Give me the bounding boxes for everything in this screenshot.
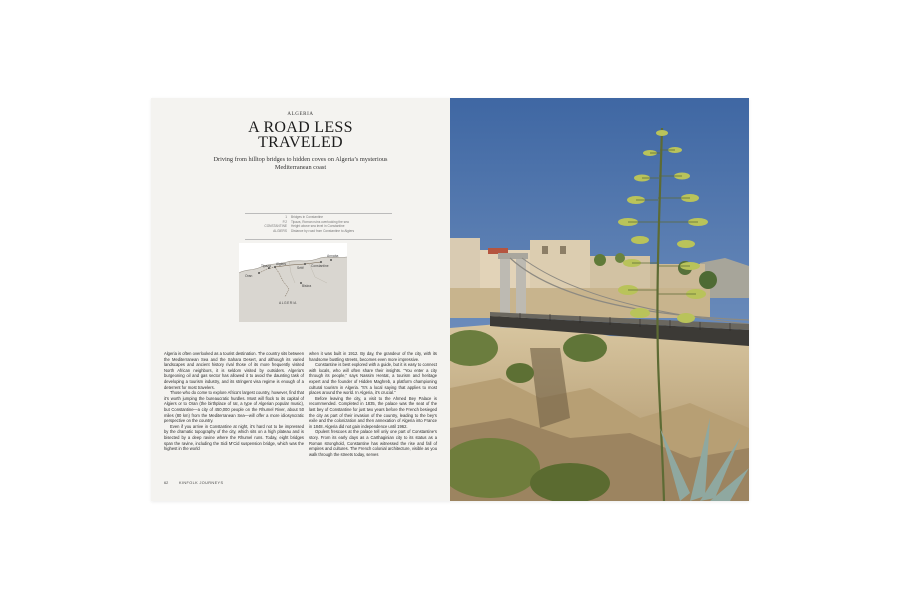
body-paragraph: Algeria is often overlooked as a tourist destination. The country sits between the Mediterranean Sea and the Sahara Desert, and although its varied landscapes and ancient history rival those of its more frequently visited North African neighbors, it is seldom visited by outsiders. Algeria’s burgeoning oil and gas sector has allowed it to avoid the daunting task of developing a tourism industry, and its stringent visa regime is enough of a deterrent for most travelers. [164,351,304,390]
right-page-photo [450,98,749,501]
caption-key: P.2 [282,219,287,224]
photo-caption-block [245,215,392,240]
caption-value: Distance by road from Constantine to Algiers [291,228,355,233]
map-label: Oran [245,274,253,278]
map-label: ALGERIA [279,301,297,305]
body-paragraph: Constantine is best explored with a guide, but it is easy to connect with locals, who will often share their insights. “You enter a city through its people,” says Nassim Hentat, a tourism and heritage expert and the founder of Hidden Maghreb, a platform championing cultural tourism in Algeria. “It’s a local saying that applies to most places around the world. In Algeria, it’s crucial.” [309,362,437,396]
title-line-1: A ROAD LESS [248,119,353,136]
caption-value: Height above sea level in Constantine [291,224,345,228]
section-kicker: ALGERIA [287,112,314,117]
body-paragraph: Even if you arrive in Constantine at night, it’s hard not to be impressed by the dramatic topography of the city, which sits on a high plateau and is bisected by a deep ravine where the Rhumel runs. Today, eight bridges span the ravine, including the Sidi M’Cid suspension bridge, which was the highest in the world [164,423,304,452]
body-column-2 [309,351,437,457]
map-label: Tipaza [261,264,271,268]
map-label: Biskra [302,284,312,288]
page-number: 62 [164,481,169,485]
left-page [151,98,450,501]
bridge-photo [450,98,749,501]
body-column-1 [164,351,304,452]
magazine-spread [151,98,749,501]
map-label: Constantine [311,264,329,268]
route-map [239,243,347,322]
publication-name: KINFOLK JOURNEYS [179,481,224,485]
caption-value: Bridges in Constantine [291,215,324,219]
caption-key: CONSTANTINE [264,224,287,228]
caption-row [245,229,392,234]
caption-key: ALGIERS [273,228,287,233]
body-paragraph: Before leaving the city, a visit to the Ahmed Bey Palace is recommended. Completed in 1835, the palace was the seat of the last bey of Constantine for just two years before the French besieged the city as part of their invasion of the country, leading to the bey’s exile and the colonization and then annexation of Algeria into France in 1848. Algeria did not gain independence until 1962. [309,395,437,429]
body-paragraph: Those who do come to explore Africa’s largest country, however, find that it’s worth jumping the bureaucratic hurdles. Most will flock to its capital of Algiers or to Oran (the birthplace of raï, a type of Algerian popular music), but Constantine—a city of 450,000 people on the Rhumel River, about 50 miles (80 km) from the Mediterranean Sea—will offer a more idiosyncratic perspective on the country. [164,390,304,424]
caption-value: Tipaza, Roman ruins overlooking the sea [291,219,349,224]
map-label: Algiers [276,262,287,266]
caption-bottom-rule [245,239,392,240]
body-paragraph: Opulent frescoes at the palace tell only one part of Constantine’s story. From its early days as a Carthaginian city to its status as a Roman stronghold, Constantine has witnessed the rise and fall of empires and cultures. The French colonial architecture, visible as you walk through the streets today, serves [309,429,437,457]
article-title [151,120,450,150]
caption-key: 1 [285,215,287,219]
caption-top-rule [245,213,392,214]
article-subtitle: Driving from hilltop bridges to hidden coves on Algeria’s mysterious Mediterranean coast [213,156,388,171]
title-line-2: TRAVELED [258,134,343,151]
map-label: Annaba [327,254,339,258]
body-paragraph: when it was built in 1912. By day, the grandeur of the city, with its handsome bustling streets, becomes even more impressive. [309,351,437,362]
map-label: Sétif [297,266,304,270]
